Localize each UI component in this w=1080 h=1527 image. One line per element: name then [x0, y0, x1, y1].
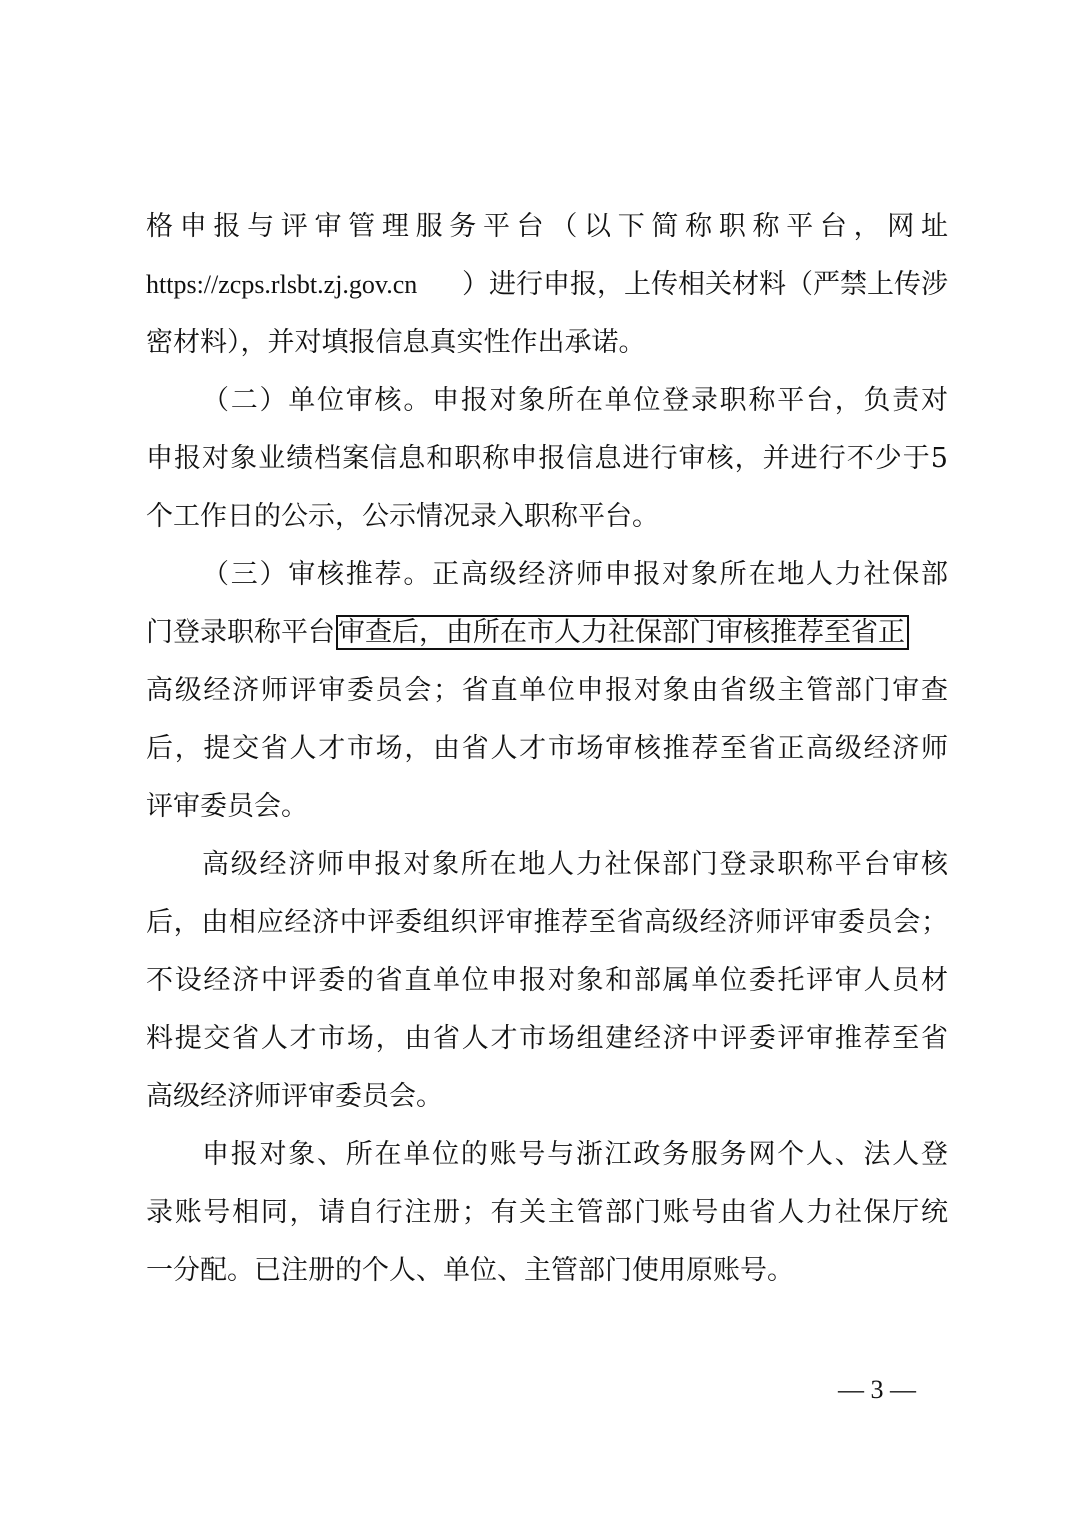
paragraph5-line2: 录账号相同，请自行注册；有关主管部门账号由省人力社保厅统	[146, 1197, 948, 1228]
paragraph3-line5: 评审委员会。	[146, 791, 308, 822]
paragraph3-line2-plain: 门登录职称平台	[146, 617, 335, 648]
paragraph2-line1: （二）单位审核。申报对象所在单位登录职称平台，负责对	[202, 385, 948, 416]
paragraph1-line1: 格申报与评审管理服务平台（以下简称职称平台，网址	[146, 211, 948, 242]
paragraph4-line4: 料提交省人才市场，由省人才市场组建经济中评委评审推荐至省	[146, 1023, 948, 1054]
paragraph2-line2: 申报对象业绩档案信息和职称申报信息进行审核，并进行不少于5	[146, 443, 948, 474]
paragraph5-line1: 申报对象、所在单位的账号与浙江政务服务网个人、法人登	[202, 1139, 948, 1170]
paragraph3-line2	[146, 613, 909, 653]
paragraph4-line3: 不设经济中评委的省直单位申报对象和部属单位委托评审人员材	[146, 965, 948, 996]
paragraph2-line3: 个工作日的公示，公示情况录入职称平台。	[146, 501, 659, 532]
paragraph1-line2-text: ）进行申报，上传相关材料（严禁上传涉	[462, 269, 948, 300]
paragraph3-line3: 高级经济师评审委员会；省直单位申报对象由省级主管部门审查	[146, 675, 948, 706]
paragraph1-line2	[146, 265, 948, 305]
paragraph3-line4: 后，提交省人才市场，由省人才市场审核推荐至省正高级经济师	[146, 733, 948, 764]
page-number: — 3 —	[838, 1375, 916, 1404]
highlighted-text-box: 审查后，由所在市人力社保部门审核推荐至省正	[336, 615, 909, 650]
paragraph4-line5: 高级经济师评审委员会。	[146, 1081, 443, 1112]
paragraph4-line1: 高级经济师申报对象所在地人力社保部门登录职称平台审核	[202, 849, 948, 880]
platform-url: https://zcps.rlsbt.zj.gov.cn	[146, 270, 418, 299]
paragraph4-line2: 后，由相应经济中评委组织评审推荐至省高级经济师评审委员会；	[146, 907, 948, 938]
paragraph5-line3: 一分配。已注册的个人、单位、主管部门使用原账号。	[146, 1255, 794, 1286]
paragraph3-line1: （三）审核推荐。正高级经济师申报对象所在地人力社保部	[202, 559, 948, 590]
paragraph1-line3: 密材料），并对填报信息真实性作出承诺。	[146, 327, 646, 358]
